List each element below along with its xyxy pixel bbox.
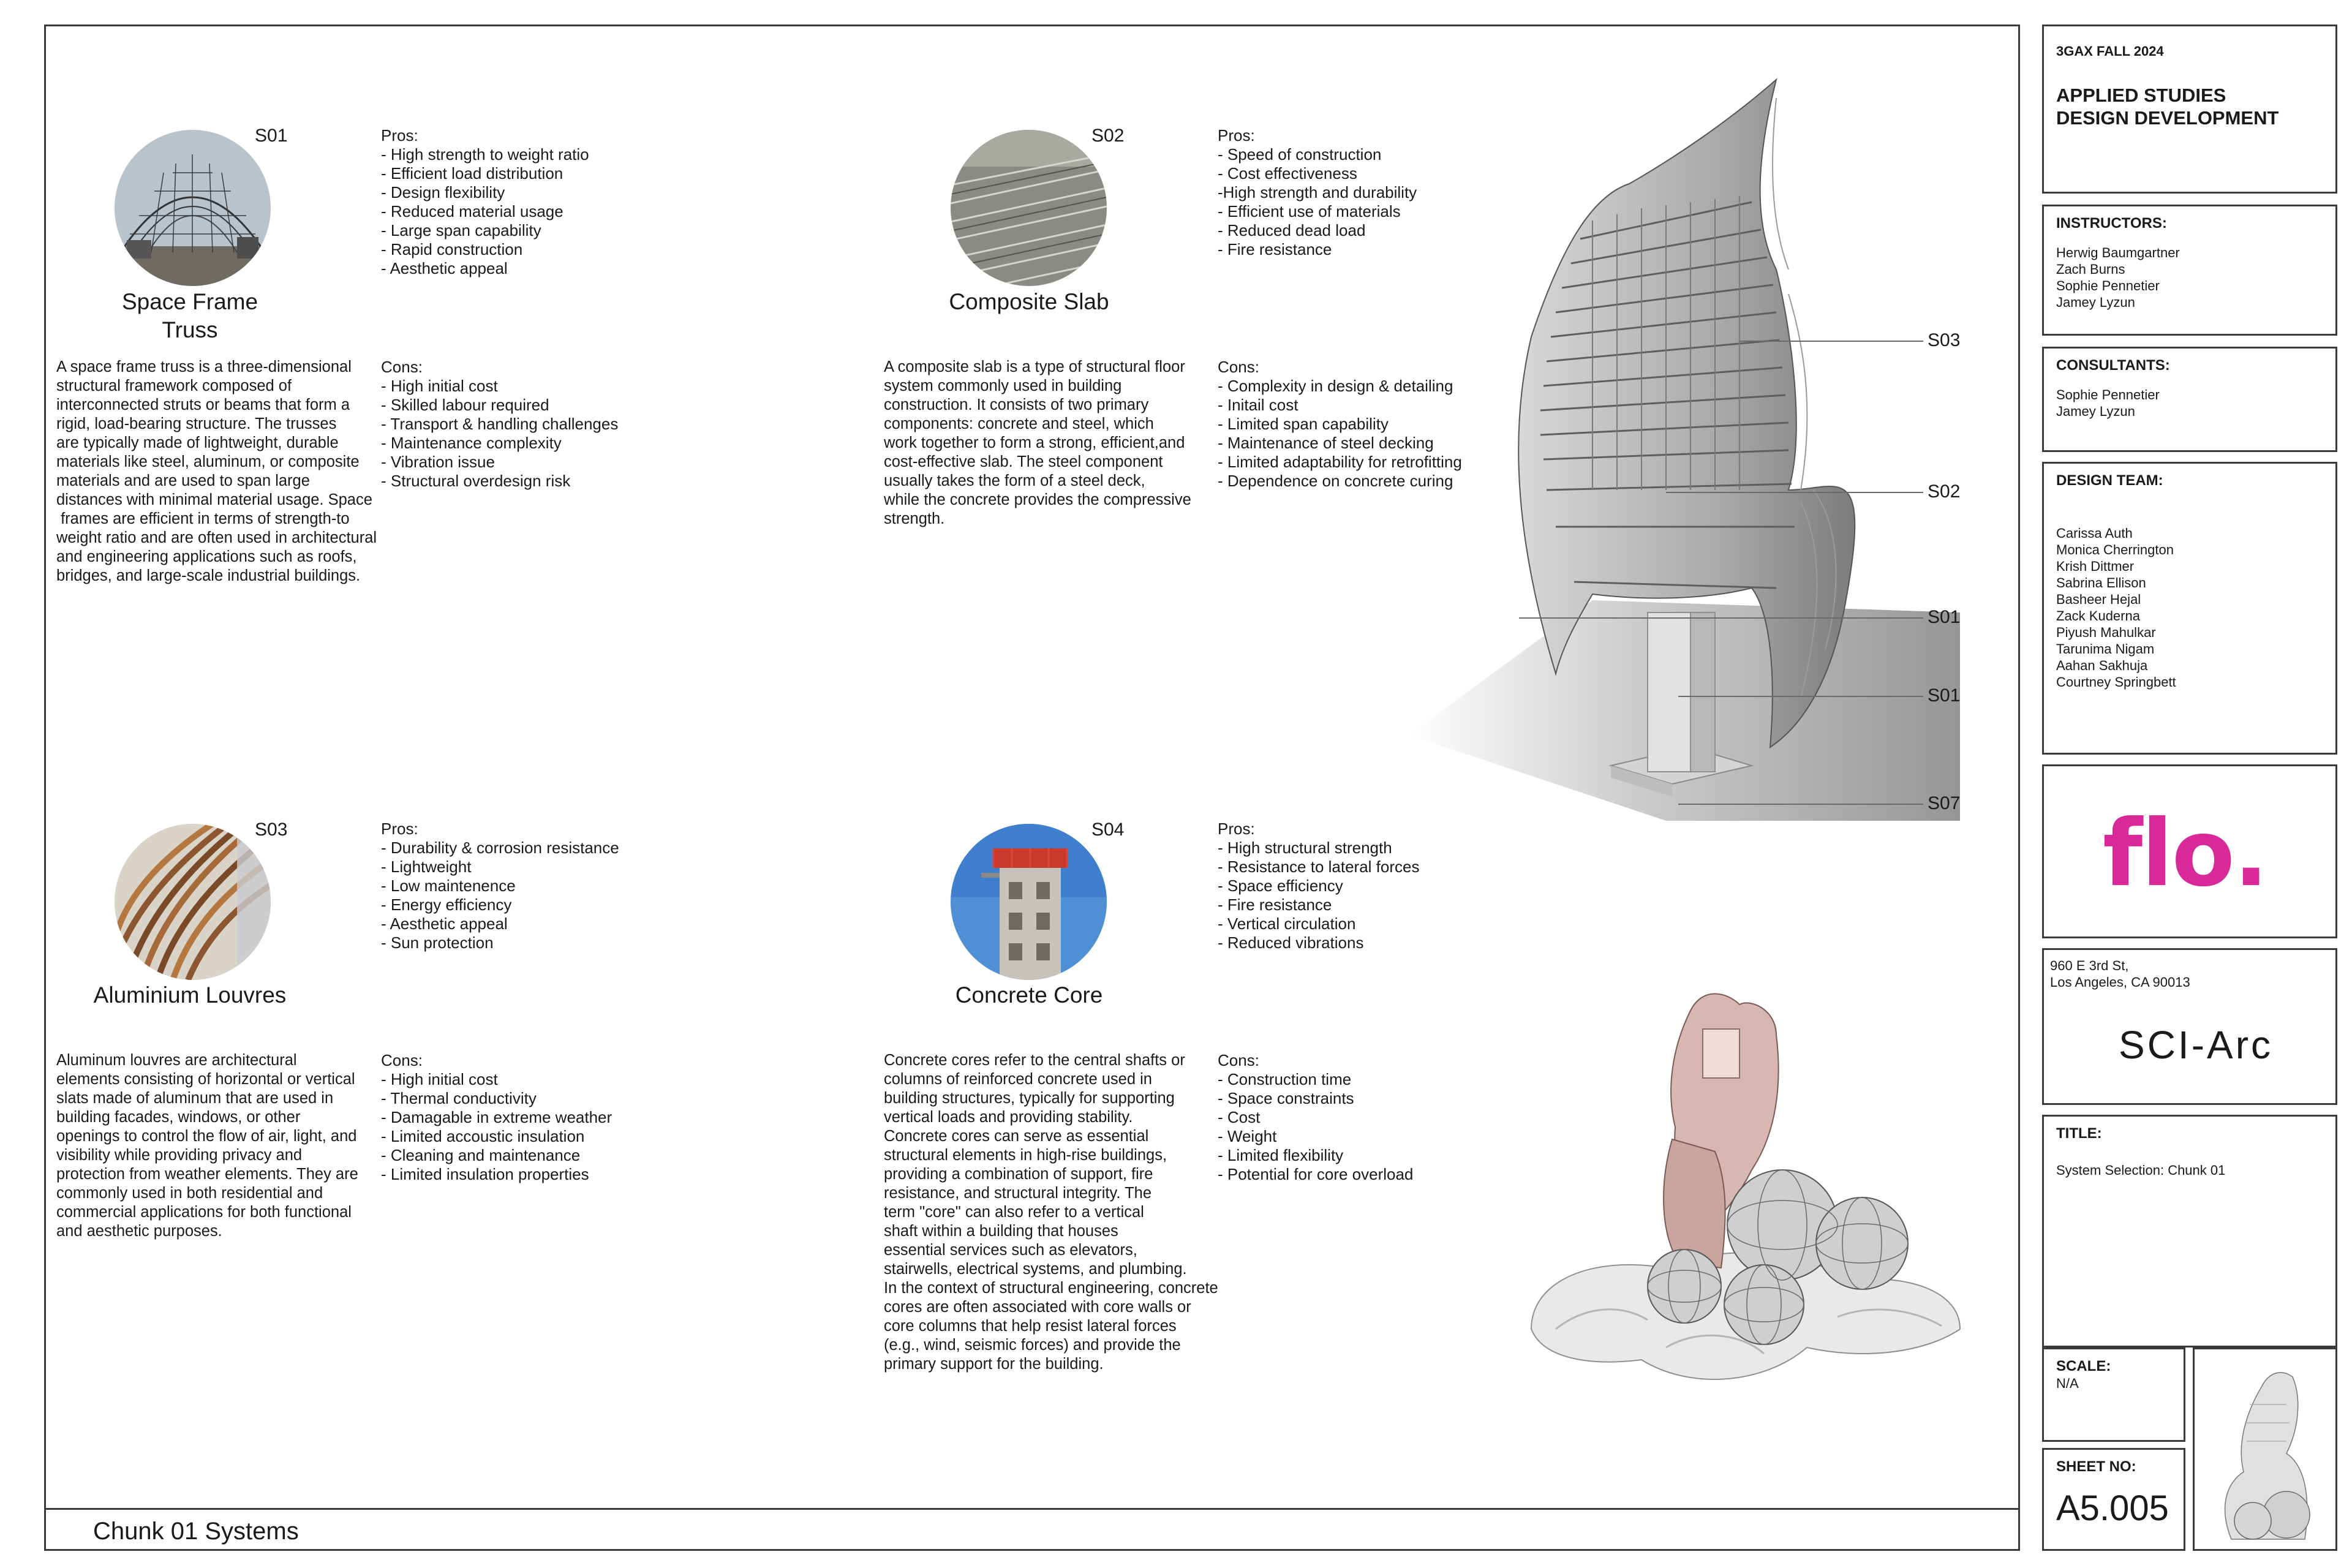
team-member: Krish Dittmer xyxy=(2056,559,2135,574)
description-line: primary support for the building. xyxy=(884,1355,1104,1373)
team-member: Aahan Sakhuja xyxy=(2056,658,2148,673)
list-item: - Skilled labour required xyxy=(381,396,549,414)
s03-description xyxy=(56,1051,358,1241)
sheet-footer-title: Chunk 01 Systems xyxy=(93,1518,299,1545)
s03-code: S03 xyxy=(255,820,288,840)
s01-cons-list xyxy=(381,377,618,491)
s04-pros xyxy=(1218,820,1419,952)
description-line: Concrete cores can serve as essential xyxy=(884,1128,1149,1145)
s01-cons-label: Cons: xyxy=(381,358,423,376)
description-line: weight ratio and are often used in architectural xyxy=(56,529,377,546)
title-block-consultants xyxy=(2042,347,2337,452)
list-item: -High strength and durability xyxy=(1218,183,1417,202)
list-item: - Resistance to lateral forces xyxy=(1218,858,1420,876)
list-item: - Cleaning and maintenance xyxy=(381,1146,581,1164)
list-item: - Fire resistance xyxy=(1218,240,1332,258)
list-item: - Efficient load distribution xyxy=(381,164,564,183)
list-item: - Reduced material usage xyxy=(381,202,564,221)
tower-section-render xyxy=(1409,61,1972,827)
footer-divider xyxy=(44,1508,2020,1510)
description-line: columns of reinforced concrete used in xyxy=(884,1071,1152,1088)
s01-name xyxy=(98,288,282,344)
title-block-scale xyxy=(2042,1348,2185,1442)
list-item: - Limited adaptability for retrofitting xyxy=(1218,453,1462,471)
list-item: - Potential for core overload xyxy=(1218,1165,1414,1183)
callout-s03: S03 xyxy=(1928,330,1961,350)
instructor: Herwig Baumgartner xyxy=(2056,245,2180,260)
s01-cons xyxy=(381,358,618,491)
description-line: frames are efficient in terms of strength-to xyxy=(56,510,350,527)
description-line: components: concrete and steel, which xyxy=(884,415,1154,432)
description-line: cost-effective slab. The steel component xyxy=(884,453,1163,470)
school-address xyxy=(2050,957,2335,990)
description-line: cores are often associated with core walls or xyxy=(884,1298,1191,1316)
list-item: - Durability & corrosion resistance xyxy=(381,839,619,857)
title-block-sheet xyxy=(2042,1448,2185,1551)
s03-cons-list xyxy=(381,1070,612,1184)
description-line: materials and are used to span large xyxy=(56,472,310,489)
instructors-list xyxy=(2056,244,2335,311)
team-member: Carissa Auth xyxy=(2056,526,2133,541)
list-item: - Complexity in design & detailing xyxy=(1218,377,1453,395)
s01-name-line2: Truss xyxy=(162,317,218,342)
list-item: - Maintenance of steel decking xyxy=(1218,434,1434,452)
list-item: - Aesthetic appeal xyxy=(381,914,508,933)
list-item: - Construction time xyxy=(1218,1070,1352,1088)
sheet-title: System Selection: Chunk 01 xyxy=(2056,1163,2226,1178)
description-line: protection from weather elements. They are xyxy=(56,1166,358,1183)
instructor: Zach Burns xyxy=(2056,262,2125,277)
title-block-school xyxy=(2042,948,2337,1105)
description-line: work together to form a strong, efficient,and xyxy=(884,434,1185,451)
list-item: - Fire resistance xyxy=(1218,895,1332,914)
list-item: - Reduced dead load xyxy=(1218,221,1366,239)
title-label: TITLE: xyxy=(2056,1125,2102,1142)
list-item: - Maintenance complexity xyxy=(381,434,562,452)
leader-s03 xyxy=(1740,341,1923,342)
studio-title-line2: DESIGN DEVELOPMENT xyxy=(2056,107,2279,129)
list-item: - Vibration issue xyxy=(381,453,495,471)
consultant: Sophie Pennetier xyxy=(2056,387,2160,402)
list-item: - Limited insulation properties xyxy=(381,1165,589,1183)
s01-name-line1: Space Frame xyxy=(121,289,258,314)
list-item: - Low maintenence xyxy=(381,876,516,895)
s01-pros xyxy=(381,126,589,278)
list-item: - Cost xyxy=(1218,1108,1261,1126)
title-block-title xyxy=(2042,1115,2337,1348)
flo-logo: flo. xyxy=(2103,801,2267,907)
callout-s07: S07 xyxy=(1928,793,1961,813)
address-line: Los Angeles, CA 90013 xyxy=(2050,974,2190,990)
team-member: Piyush Mahulkar xyxy=(2056,625,2156,640)
list-item: - Vertical circulation xyxy=(1218,914,1356,933)
team-member: Monica Cherrington xyxy=(2056,542,2174,557)
s01-description xyxy=(56,358,377,586)
list-item: - Limited accoustic insulation xyxy=(381,1127,585,1145)
team-label: DESIGN TEAM: xyxy=(2056,472,2163,489)
team-member: Zack Kuderna xyxy=(2056,608,2140,624)
description-line: system commonly used in building xyxy=(884,377,1122,394)
chunk-axon-render xyxy=(1519,986,1972,1390)
s01-code: S01 xyxy=(255,126,288,146)
list-item: - Structural overdesign risk xyxy=(381,472,571,490)
list-item: - Initail cost xyxy=(1218,396,1298,414)
list-item: - Efficient use of materials xyxy=(1218,202,1401,221)
studio-title xyxy=(2056,84,2335,129)
s02-cons-label: Cons: xyxy=(1218,358,1259,376)
s01-pros-list xyxy=(381,145,589,278)
team-member: Sabrina Ellison xyxy=(2056,575,2146,590)
description-line: building structures, typically for supporting xyxy=(884,1090,1175,1107)
list-item: - Transport & handling challenges xyxy=(381,415,619,433)
s04-pros-label: Pros: xyxy=(1218,820,1255,838)
description-line: interconnected struts or beams that form a xyxy=(56,396,350,413)
leader-s07 xyxy=(1678,804,1923,805)
description-line: usually takes the form of a steel deck, xyxy=(884,472,1145,489)
list-item: - Limited span capability xyxy=(1218,415,1389,433)
title-block-instructors xyxy=(2042,205,2337,336)
space-frame-photo xyxy=(115,130,271,286)
list-item: - High initial cost xyxy=(381,1070,498,1088)
team-member: Courtney Springbett xyxy=(2056,674,2176,690)
s04-pros-list xyxy=(1218,839,1419,952)
team-member: Tarunima Nigam xyxy=(2056,641,2155,657)
s02-code: S02 xyxy=(1091,126,1125,146)
list-item: - Limited flexibility xyxy=(1218,1146,1344,1164)
description-line: providing a combination of support, fire xyxy=(884,1166,1153,1183)
s03-cons-label: Cons: xyxy=(381,1051,423,1069)
description-line: strength. xyxy=(884,510,945,527)
s02-name: Composite Slab xyxy=(949,289,1109,314)
s04-cons-label: Cons: xyxy=(1218,1051,1259,1069)
title-block-course xyxy=(2042,24,2337,194)
title-block-logo xyxy=(2042,764,2337,938)
description-line: slats made of aluminum that are used in xyxy=(56,1090,334,1107)
s04-cons xyxy=(1218,1051,1413,1184)
description-line: structural elements in high-rise buildings, xyxy=(884,1147,1167,1164)
s03-pros-label: Pros: xyxy=(381,820,418,838)
description-line: essential services such as elevators, xyxy=(884,1242,1137,1259)
course-code: 3GAX FALL 2024 xyxy=(2056,43,2164,59)
sheet-no: A5.005 xyxy=(2056,1488,2169,1528)
leader-s02 xyxy=(1666,492,1923,493)
list-item: - Cost effectiveness xyxy=(1218,164,1357,183)
sciarc-logo: SCI-Arc xyxy=(2119,1023,2273,1067)
description-line: resistance, and structural integrity. The xyxy=(884,1185,1152,1202)
scale-value: N/A xyxy=(2056,1376,2079,1391)
list-item: - Speed of construction xyxy=(1218,145,1382,164)
description-line: distances with minimal material usage. Space xyxy=(56,491,372,508)
list-item: - Rapid construction xyxy=(381,240,523,258)
description-line: materials like steel, aluminum, or composite xyxy=(56,453,360,470)
concrete-core-photo xyxy=(951,824,1107,980)
list-item: - Energy efficiency xyxy=(381,895,512,914)
s02-pros-label: Pros: xyxy=(1218,126,1255,145)
composite-slab-photo xyxy=(951,130,1107,286)
title-block-key-image xyxy=(2193,1348,2337,1551)
s02-pros xyxy=(1218,126,1417,259)
list-item: - High initial cost xyxy=(381,377,498,395)
instructors-label: INSTRUCTORS: xyxy=(2056,215,2167,232)
studio-title-line1: APPLIED STUDIES xyxy=(2056,85,2226,106)
description-line: Aluminum louvres are architectural xyxy=(56,1052,297,1069)
description-line: core columns that help resist lateral forces xyxy=(884,1317,1177,1335)
description-line: structural framework composed of xyxy=(56,377,292,394)
description-line: construction. It consists of two primary xyxy=(884,396,1149,413)
description-line: rigid, load-bearing structure. The trusses xyxy=(56,415,337,432)
description-line: bridges, and large-scale industrial buildings. xyxy=(56,567,361,584)
list-item: - Damagable in extreme weather xyxy=(381,1108,612,1126)
description-line: openings to control the flow of air, light, and xyxy=(56,1128,357,1145)
description-line: A space frame truss is a three-dimensional xyxy=(56,358,352,375)
list-item: - Sun protection xyxy=(381,933,494,952)
leader-s01-upper xyxy=(1519,617,1923,619)
description-line: term "core" can also refer to a vertical xyxy=(884,1204,1144,1221)
s02-description xyxy=(884,358,1191,529)
description-line: building facades, windows, or other xyxy=(56,1109,301,1126)
s04-name: Concrete Core xyxy=(955,982,1103,1008)
consultants-list xyxy=(2056,386,2335,420)
address-line: 960 E 3rd St, xyxy=(2050,958,2129,973)
s01-pros-label: Pros: xyxy=(381,126,418,145)
s04-description xyxy=(884,1051,1218,1374)
list-item: - Aesthetic appeal xyxy=(381,259,508,277)
description-line: commonly used in both residential and xyxy=(56,1185,323,1202)
list-item: - Dependence on concrete curing xyxy=(1218,472,1453,490)
list-item: - Large span capability xyxy=(381,221,541,239)
consultant: Jamey Lyzun xyxy=(2056,404,2135,419)
description-line: commercial applications for both functional xyxy=(56,1204,352,1221)
key-plan-thumbnail xyxy=(2195,1349,2335,1549)
description-line: stairwells, electrical systems, and plumbing. xyxy=(884,1261,1187,1278)
description-line: shaft within a building that houses xyxy=(884,1223,1118,1240)
team-member: Basheer Hejal xyxy=(2056,592,2141,607)
s03-cons xyxy=(381,1051,612,1184)
list-item: - Lightweight xyxy=(381,858,472,876)
list-item: - Design flexibility xyxy=(381,183,505,202)
list-item: - High strength to weight ratio xyxy=(381,145,589,164)
list-item: - Thermal conductivity xyxy=(381,1089,537,1107)
description-line: and aesthetic purposes. xyxy=(56,1223,222,1240)
callout-s02: S02 xyxy=(1928,481,1961,502)
list-item: - Weight xyxy=(1218,1127,1277,1145)
sheet-no-label: SHEET NO: xyxy=(2056,1458,2136,1475)
leader-s01-lower xyxy=(1678,696,1923,697)
list-item: - Space efficiency xyxy=(1218,876,1343,895)
description-line: while the concrete provides the compressive xyxy=(884,491,1191,508)
description-line: are typically made of lightweight, durable xyxy=(56,434,339,451)
description-line: and engineering applications such as roofs, xyxy=(56,548,357,565)
team-list xyxy=(2056,525,2335,690)
s03-pros xyxy=(381,820,619,952)
instructor: Sophie Pennetier xyxy=(2056,278,2160,293)
instructor: Jamey Lyzun xyxy=(2056,295,2135,310)
list-item: - Reduced vibrations xyxy=(1218,933,1364,952)
callout-s01-lower: S01 xyxy=(1928,685,1961,706)
s03-name: Aluminium Louvres xyxy=(93,982,287,1008)
description-line: In the context of structural engineering, concrete xyxy=(884,1280,1218,1297)
description-line: vertical loads and providing stability. xyxy=(884,1109,1133,1126)
description-line: Concrete cores refer to the central shafts or xyxy=(884,1052,1185,1069)
description-line: A composite slab is a type of structural floor xyxy=(884,358,1185,375)
callout-s01-upper: S01 xyxy=(1928,607,1961,627)
s02-pros-list xyxy=(1218,145,1417,259)
s03-pros-list xyxy=(381,839,619,952)
description-line: elements consisting of horizontal or vertical xyxy=(56,1071,355,1088)
list-item: - Space constraints xyxy=(1218,1089,1354,1107)
list-item: - High structural strength xyxy=(1218,839,1392,857)
title-block-team xyxy=(2042,462,2337,755)
aluminium-louvres-photo xyxy=(115,824,271,980)
s04-code: S04 xyxy=(1091,820,1125,840)
description-line: visibility while providing privacy and xyxy=(56,1147,303,1164)
scale-label: SCALE: xyxy=(2056,1358,2111,1374)
s04-cons-list xyxy=(1218,1070,1413,1184)
description-line: (e.g., wind, seismic forces) and provide the xyxy=(884,1336,1181,1354)
consultants-label: CONSULTANTS: xyxy=(2056,357,2170,374)
